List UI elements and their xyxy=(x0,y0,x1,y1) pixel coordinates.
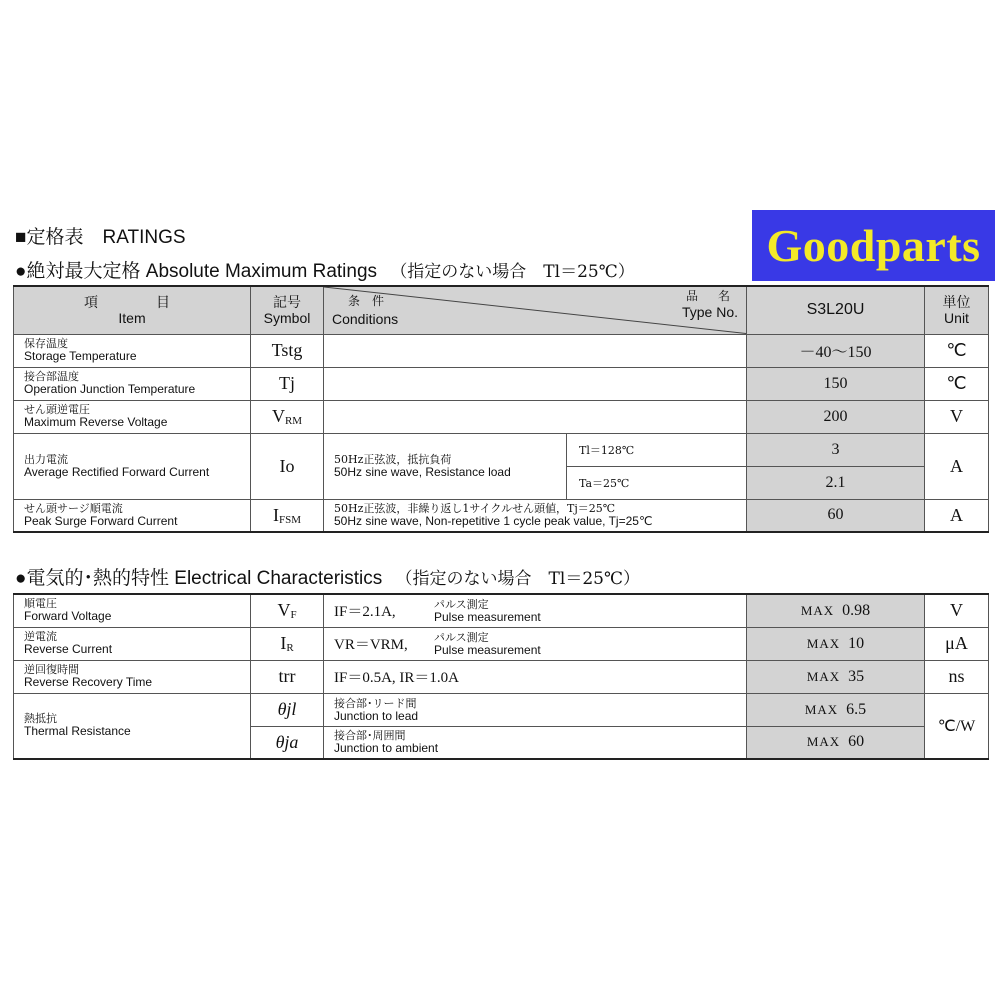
conditions xyxy=(324,627,747,660)
item-ja: せん頭逆電圧 xyxy=(24,403,90,416)
unit: A xyxy=(925,433,989,499)
value: 3 xyxy=(747,433,925,466)
symbol: Tstg xyxy=(251,334,324,367)
cond-ja: 50Hz正弦波，抵抗負荷 xyxy=(334,453,452,466)
conditions-empty xyxy=(324,400,747,433)
abs-max-heading xyxy=(15,256,635,283)
ratings-table xyxy=(13,285,989,533)
value: MAX 35 xyxy=(747,660,925,693)
ratings-header-row xyxy=(14,286,989,334)
item-en: Forward Voltage xyxy=(24,609,112,624)
rating-row-tj xyxy=(14,367,989,400)
rating-row-io-1 xyxy=(14,433,989,466)
elec-heading-en: Electrical Characteristics xyxy=(174,568,383,589)
unit: V xyxy=(925,400,989,433)
elec-heading xyxy=(15,563,640,590)
value: MAX 60 xyxy=(747,726,925,759)
item-ja: 保存温度 xyxy=(24,337,68,350)
item-en: Average Rectified Forward Current xyxy=(24,464,210,479)
conditions xyxy=(324,594,747,627)
value: 200 xyxy=(747,400,925,433)
cond-en: Pulse measurement xyxy=(434,609,541,624)
ifsm-conditions xyxy=(324,499,747,532)
item-ja: 接合部温度 xyxy=(24,370,79,383)
rating-row-ifsm xyxy=(14,499,989,532)
item-ja: 出力電流 xyxy=(24,452,68,466)
cond-en: 50Hz sine wave, Resistance load xyxy=(334,465,511,479)
value: －40～150 xyxy=(747,334,925,367)
cond-en: Junction to lead xyxy=(334,708,419,723)
symbol: $V_{RM}$ xyxy=(251,400,324,433)
item-ja: 熱抵抗 xyxy=(24,712,57,726)
header-item-ja: 項 目 xyxy=(84,294,180,311)
conditions xyxy=(324,660,747,693)
header-type-en: Type No. xyxy=(681,304,738,320)
item-en: Peak Surge Forward Current xyxy=(24,513,178,528)
value: MAX 6.5 xyxy=(747,693,925,726)
symbol: Io xyxy=(251,433,324,499)
unit: A xyxy=(925,499,989,532)
item-en: Thermal Resistance xyxy=(24,724,131,739)
symbol: Tj xyxy=(251,367,324,400)
header-unit xyxy=(925,286,989,334)
item-en: Reverse Current xyxy=(24,642,113,656)
item-ja: せん頭サージ順電流 xyxy=(24,501,123,515)
symbol: $I_R$ xyxy=(251,627,324,660)
header-unit-en: Unit xyxy=(944,310,969,327)
symbol: trr xyxy=(251,660,324,693)
elec-row-ir xyxy=(14,627,989,660)
abs-heading-en: Absolute Maximum Ratings xyxy=(145,261,378,282)
header-cond-ja: 条 件 xyxy=(348,294,385,308)
abs-heading-note: （指定のない場合 Tl＝25℃） xyxy=(390,262,635,282)
cond-ja: 50Hz正弦波，非繰り返し1サイクルせん頭値，Tj＝25℃ xyxy=(334,502,616,516)
value: MAX 0.98 xyxy=(747,594,925,627)
cond-en: Junction to ambient xyxy=(334,741,439,756)
cond-ja: パルス測定 xyxy=(434,597,489,611)
item-en: Reverse Recovery Time xyxy=(24,675,153,689)
io-subcondition-2: Ta＝25℃ xyxy=(567,466,747,499)
value: 150 xyxy=(747,367,925,400)
header-item xyxy=(14,286,251,334)
cond-en: Pulse measurement xyxy=(434,642,541,657)
header-symbol xyxy=(251,286,324,334)
unit: ℃/W xyxy=(925,693,989,759)
conditions xyxy=(324,726,747,759)
item-en: Storage Temperature xyxy=(24,349,137,363)
item-ja: 逆電流 xyxy=(24,630,57,643)
elec-row-trr xyxy=(14,660,989,693)
symbol: $V_F$ xyxy=(251,594,324,627)
header-symbol-ja: 記号 xyxy=(273,294,301,311)
item-ja: 順電圧 xyxy=(24,597,57,611)
cond-ja: 接合部･周囲間 xyxy=(334,729,406,743)
header-type-ja: 品 名 xyxy=(685,289,734,303)
header-part-number: S3L20U xyxy=(747,286,925,334)
elec-row-theta-jl xyxy=(14,693,989,726)
header-unit-ja: 単位 xyxy=(942,294,971,311)
conditions xyxy=(324,693,747,726)
elec-heading-ja: ●電気的･熱的特性 xyxy=(15,568,169,589)
header-symbol-en: Symbol xyxy=(263,310,311,327)
goodparts-logo: Goodparts xyxy=(752,210,995,281)
elec-heading-note: （指定のない場合 Tl＝25℃） xyxy=(395,569,640,589)
rating-row-tstg xyxy=(14,334,989,367)
value: MAX 10 xyxy=(747,627,925,660)
cond-main: IF＝0.5A, IR＝1.0A xyxy=(334,670,460,686)
cond-ja: 接合部･リード間 xyxy=(334,696,417,710)
io-conditions xyxy=(324,433,567,499)
item-ja: 逆回復時間 xyxy=(24,663,79,676)
header-cond-en: Conditions xyxy=(332,311,399,327)
cond-en: 50Hz sine wave, Non-repetitive 1 cycle peak value, Tj=25℃ xyxy=(334,514,653,529)
cond-main: IF＝2.1A, xyxy=(334,604,396,621)
header-conditions xyxy=(324,286,747,334)
rating-row-vrm xyxy=(14,400,989,433)
unit: μA xyxy=(925,627,989,660)
cond-main: VR＝VRM, xyxy=(334,637,408,653)
conditions-empty xyxy=(324,367,747,400)
unit: ℃ xyxy=(925,334,989,367)
value: 2.1 xyxy=(747,466,925,499)
io-subcondition-1: Tl＝128℃ xyxy=(567,433,747,466)
unit: V xyxy=(925,594,989,627)
electrical-table xyxy=(13,593,989,760)
symbol: θjl xyxy=(251,693,324,726)
elec-row-vf xyxy=(14,594,989,627)
symbol: θja xyxy=(251,726,324,759)
conditions-empty xyxy=(324,334,747,367)
item-en: Operation Junction Temperature xyxy=(24,382,196,396)
cond-ja: パルス測定 xyxy=(434,630,489,644)
unit: ℃ xyxy=(925,367,989,400)
unit: ns xyxy=(925,660,989,693)
item-en: Maximum Reverse Voltage xyxy=(24,415,168,429)
symbol: $I_{FSM}$ xyxy=(251,499,324,532)
abs-heading-ja: ●絶対最大定格 xyxy=(15,261,141,282)
header-item-en: Item xyxy=(118,310,146,327)
ratings-heading: ■定格表 RATINGS xyxy=(15,227,186,248)
value: 60 xyxy=(747,499,925,532)
